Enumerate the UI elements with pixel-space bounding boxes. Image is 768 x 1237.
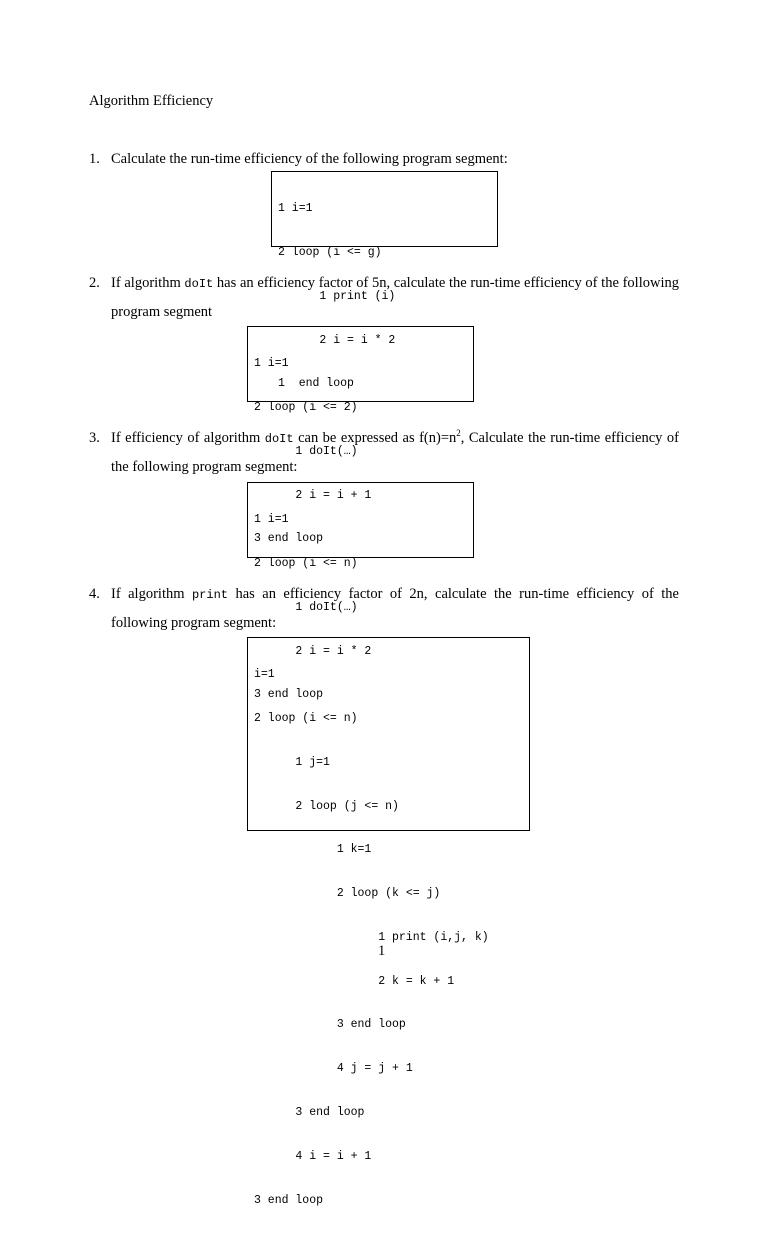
code-line: 1 doIt(…) xyxy=(254,444,358,458)
code-line: 2 loop (i <= 2) xyxy=(254,400,358,414)
code-line: 1 print (i) xyxy=(278,289,396,303)
code-line: 2 i = i + 1 xyxy=(254,488,372,502)
code-line: 1 print (i,j, k) xyxy=(254,930,489,944)
question-number: 2. xyxy=(89,275,100,291)
code-line: 1 i=1 xyxy=(278,202,313,216)
question-4 xyxy=(89,580,679,637)
question-number: 3. xyxy=(89,430,100,446)
code-line: 2 loop (j <= n) xyxy=(254,799,399,813)
code-line: 2 i = i * 2 xyxy=(278,333,396,347)
page-title: Algorithm Efficiency xyxy=(89,93,214,109)
page-number: 1 xyxy=(378,943,386,959)
question-2 xyxy=(89,269,679,326)
question-3 xyxy=(89,424,679,481)
question-text-part: can be expressed as f(n)=n xyxy=(293,430,457,446)
code-line: 1 doIt(…) xyxy=(254,600,358,614)
question-text xyxy=(111,424,679,481)
question-text-part: has an efficiency factor of 5n, calculate the run-time efficiency of the following program segment xyxy=(111,275,679,320)
code-line: 3 end loop xyxy=(254,1018,406,1032)
question-text-part: If algorithm xyxy=(111,586,192,602)
code-line: 4 j = j + 1 xyxy=(254,1062,413,1076)
code-line: 1 i=1 xyxy=(254,513,289,527)
code-line: 2 i = i * 2 xyxy=(254,644,372,658)
question-text xyxy=(111,580,679,637)
code-line: 2 loop (k <= j) xyxy=(254,887,441,901)
question-text-part: has an efficiency factor of 2n, calculate the run-time efficiency of the following program segment: xyxy=(111,586,679,631)
code-block-4 xyxy=(247,637,530,1207)
question-number: 1. xyxy=(89,151,100,167)
code-line: 1 j=1 xyxy=(254,755,330,769)
question-text-part: If algorithm xyxy=(111,275,185,291)
code-line: 1 k=1 xyxy=(254,843,372,857)
superscript: 2 xyxy=(456,428,461,439)
code-block-3 xyxy=(247,482,474,702)
code-line: 1 end loop xyxy=(278,377,354,391)
code-block-1 xyxy=(271,171,498,391)
code-line: 4 i = i + 1 xyxy=(254,1149,372,1163)
inline-code: doIt xyxy=(264,432,294,446)
inline-code: doIt xyxy=(184,277,214,291)
code-line: 1 i=1 xyxy=(254,357,289,371)
code-line: i=1 xyxy=(254,668,275,682)
question-text-part: , Calculate the run-time efficiency of the following program segment: xyxy=(111,430,679,475)
question-text xyxy=(111,269,679,326)
question-number: 4. xyxy=(89,586,100,602)
code-line: 2 loop (i <= n) xyxy=(254,711,358,725)
code-line: 3 end loop xyxy=(254,688,324,702)
code-line: 2 loop (i <= n) xyxy=(254,556,358,570)
code-line: 3 end loop xyxy=(254,1193,324,1207)
code-line: 3 end loop xyxy=(254,1106,365,1119)
code-line: 3 end loop xyxy=(254,532,324,546)
code-line: 2 loop (i <= g) xyxy=(278,245,382,259)
question-text-part: Calculate the run-time efficiency of the following program segment: xyxy=(111,151,508,167)
question-text xyxy=(111,145,679,173)
code-line: 2 k = k + 1 xyxy=(254,974,455,988)
question-text-part: If efficiency of algorithm xyxy=(111,430,265,446)
inline-code: print xyxy=(191,588,228,602)
question-1 xyxy=(89,145,679,173)
